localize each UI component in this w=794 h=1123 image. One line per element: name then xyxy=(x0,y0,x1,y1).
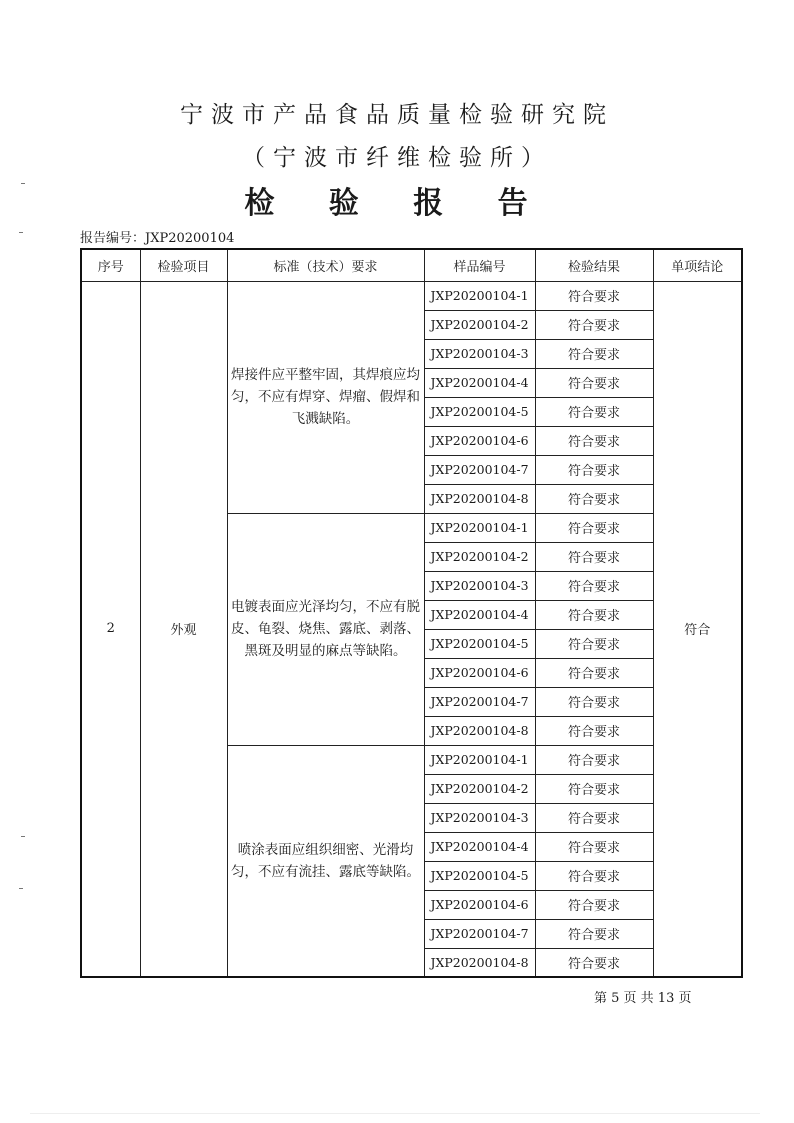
sample-id-cell: JXP20200104-2 xyxy=(424,542,535,571)
table-row xyxy=(81,281,742,310)
sample-id-cell: JXP20200104-1 xyxy=(424,281,535,310)
result-cell: 符合要求 xyxy=(535,629,653,658)
page-number: 第 5 页 共 13 页 xyxy=(594,991,692,1006)
sample-id-cell: JXP20200104-8 xyxy=(424,716,535,745)
sample-id-cell: JXP20200104-8 xyxy=(424,948,535,977)
result-cell: 符合要求 xyxy=(535,484,653,513)
result-cell: 符合要求 xyxy=(535,861,653,890)
sample-id-cell: JXP20200104-8 xyxy=(424,484,535,513)
sample-id-cell: JXP20200104-2 xyxy=(424,774,535,803)
result-cell: 符合要求 xyxy=(535,716,653,745)
sample-id-cell: JXP20200104-4 xyxy=(424,600,535,629)
inspection-table xyxy=(80,248,743,978)
result-cell: 符合要求 xyxy=(535,571,653,600)
sample-id-cell: JXP20200104-7 xyxy=(424,455,535,484)
requirement-cell: 电镀表面应光泽均匀，不应有脱皮、龟裂、烧焦、露底、剥落、黑斑及明显的麻点等缺陷。 xyxy=(227,513,424,745)
col-header-conclusion: 单项结论 xyxy=(653,249,742,281)
col-header-item: 检验项目 xyxy=(140,249,227,281)
result-cell: 符合要求 xyxy=(535,919,653,948)
institute-subname: （宁波市纤维检验所） xyxy=(242,145,552,171)
report-title: 检 验 报 告 xyxy=(244,186,550,221)
sample-id-cell: JXP20200104-6 xyxy=(424,890,535,919)
sample-id-cell: JXP20200104-5 xyxy=(424,861,535,890)
sample-id-cell: JXP20200104-4 xyxy=(424,368,535,397)
requirement-cell: 焊接件应平整牢固，其焊痕应均匀，不应有焊穿、焊瘤、假焊和飞溅缺陷。 xyxy=(227,281,424,513)
scan-artifact xyxy=(21,183,25,184)
sample-id-cell: JXP20200104-7 xyxy=(424,687,535,716)
sample-id-cell: JXP20200104-6 xyxy=(424,426,535,455)
sample-id-cell: JXP20200104-1 xyxy=(424,745,535,774)
result-cell: 符合要求 xyxy=(535,513,653,542)
sample-id-cell: JXP20200104-3 xyxy=(424,803,535,832)
sample-id-cell: JXP20200104-1 xyxy=(424,513,535,542)
sample-id-cell: JXP20200104-4 xyxy=(424,832,535,861)
result-cell: 符合要求 xyxy=(535,397,653,426)
result-cell: 符合要求 xyxy=(535,368,653,397)
result-cell: 符合要求 xyxy=(535,339,653,368)
table-body xyxy=(81,281,742,977)
result-cell: 符合要求 xyxy=(535,745,653,774)
result-cell: 符合要求 xyxy=(535,774,653,803)
requirement-cell: 喷涂表面应组织细密、光滑均匀，不应有流挂、露底等缺陷。 xyxy=(227,745,424,977)
conclusion-cell: 符合 xyxy=(653,281,742,977)
report-number: 报告编号：JXP20200104 xyxy=(80,231,235,246)
col-header-sample-id: 样品编号 xyxy=(424,249,535,281)
result-cell: 符合要求 xyxy=(535,281,653,310)
result-cell: 符合要求 xyxy=(535,426,653,455)
result-cell: 符合要求 xyxy=(535,658,653,687)
result-cell: 符合要求 xyxy=(535,832,653,861)
result-cell: 符合要求 xyxy=(535,687,653,716)
col-header-result: 检验结果 xyxy=(535,249,653,281)
result-cell: 符合要求 xyxy=(535,948,653,977)
item-cell: 外观 xyxy=(140,281,227,977)
col-header-seq: 序号 xyxy=(81,249,140,281)
table-header-row xyxy=(81,249,742,281)
scan-artifact xyxy=(21,836,25,837)
scan-artifact xyxy=(19,232,23,233)
institute-name: 宁波市产品食品质量检验研究院 xyxy=(180,102,614,128)
seq-cell: 2 xyxy=(81,281,140,977)
result-cell: 符合要求 xyxy=(535,803,653,832)
result-cell: 符合要求 xyxy=(535,600,653,629)
sample-id-cell: JXP20200104-3 xyxy=(424,339,535,368)
result-cell: 符合要求 xyxy=(535,542,653,571)
col-header-requirement: 标准（技术）要求 xyxy=(227,249,424,281)
sample-id-cell: JXP20200104-2 xyxy=(424,310,535,339)
sample-id-cell: JXP20200104-5 xyxy=(424,397,535,426)
result-cell: 符合要求 xyxy=(535,455,653,484)
sample-id-cell: JXP20200104-5 xyxy=(424,629,535,658)
result-cell: 符合要求 xyxy=(535,310,653,339)
sample-id-cell: JXP20200104-7 xyxy=(424,919,535,948)
sample-id-cell: JXP20200104-3 xyxy=(424,571,535,600)
sample-id-cell: JXP20200104-6 xyxy=(424,658,535,687)
scan-artifact xyxy=(19,888,23,889)
scan-edge-line xyxy=(30,1113,760,1114)
result-cell: 符合要求 xyxy=(535,890,653,919)
